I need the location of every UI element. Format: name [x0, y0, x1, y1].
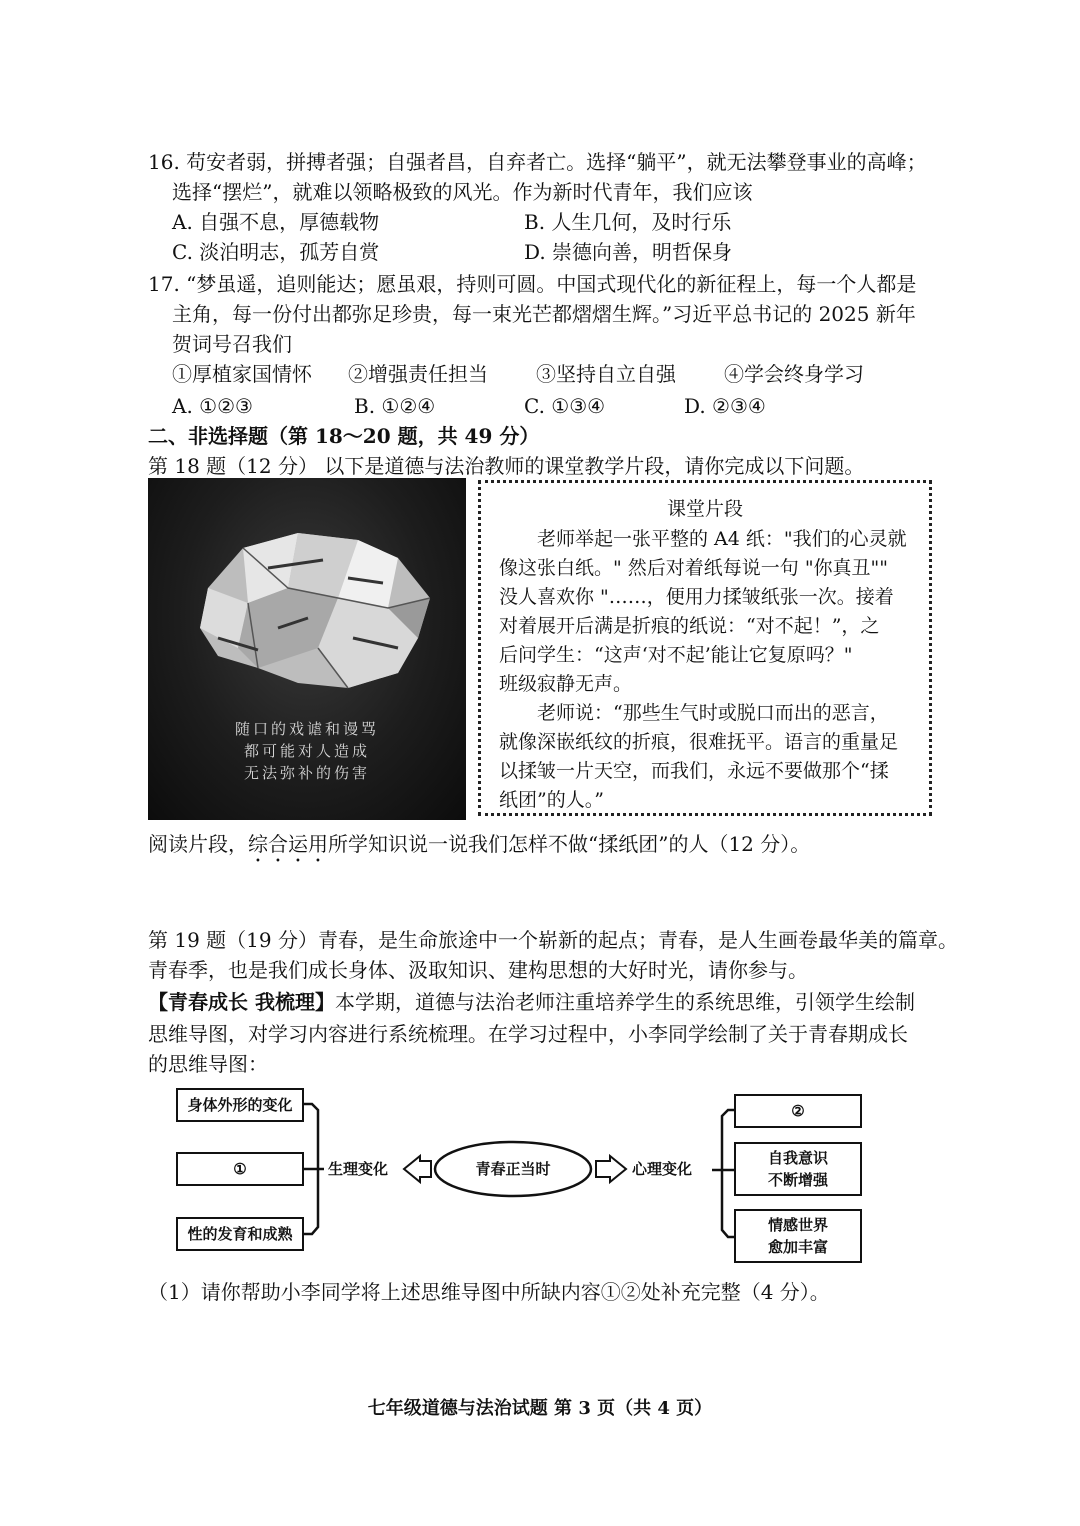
mindmap-right-box-2-line2: 不断增强: [767, 1171, 828, 1189]
mindmap-left-label: 生理变化: [328, 1160, 389, 1178]
excerpt-line: 老师说：“那些生气时或脱口而出的恶言，: [537, 702, 889, 724]
q19-subquestion-1: （1）请你帮助小李同学将上述思维导图中所缺内容①②处补充完整（4 分）。: [148, 1280, 830, 1304]
q19-tag: 【青春成长 我梳理】: [148, 990, 335, 1014]
q18-question-emphasis: 综合运用: [248, 832, 328, 856]
mindmap-right-box-3: [734, 1209, 862, 1263]
excerpt-line: 后问学生：“这声‘对不起’能让它复原吗？": [499, 644, 853, 666]
q19-line1: 第 19 题（19 分）青春，是生命旅途中一个崭新的起点；青春，是人生画卷最华美的篇章。: [148, 928, 958, 952]
q19-line5: 的思维导图：: [148, 1052, 268, 1076]
mindmap-right-box-2: [734, 1142, 862, 1196]
excerpt-line: 就像深嵌纸纹的折痕，很难抚平。语言的重量足: [499, 731, 899, 753]
mindmap-right-box-3-line2: 愈加丰富: [767, 1238, 828, 1256]
q16-line2: 选择“摆烂”，就难以领略极致的风光。作为新时代青年，我们应该: [172, 180, 753, 204]
q16-option-d: D. 崇德向善，明哲保身: [524, 240, 733, 264]
q18-question-pre: 阅读片段，: [148, 832, 248, 856]
q17-item3: ③坚持自立自强: [536, 362, 676, 386]
mindmap-left-box-1: 身体外形的变化: [176, 1088, 304, 1122]
excerpt-line: 对着展开后满是折痕的纸说：“对不起！”，之: [499, 615, 880, 637]
excerpt-title: 课堂片段: [666, 498, 743, 520]
q16-option-c: C. 淡泊明志，孤芳自赏: [172, 240, 380, 264]
mindmap-right-box-3-line1: 情感世界: [767, 1216, 828, 1234]
mindmap-right-box-2-line1: 自我意识: [767, 1149, 828, 1167]
q17-line3: 贺词号召我们: [172, 332, 292, 356]
q16-option-a: A. 自强不息，厚德载物: [172, 210, 380, 234]
excerpt-line: 没人喜欢你 "……，便用力揉皱纸张一次。接着: [499, 586, 894, 608]
excerpt-line: 以揉皱一片天空，而我们，永远不要做那个“揉: [499, 760, 889, 782]
photo-caption-line3: 无法弥补的伤害: [243, 764, 370, 782]
mindmap-right-label: 心理变化: [632, 1160, 693, 1178]
mindmap-left-box-2: ①: [176, 1152, 304, 1186]
q17-option-c: C. ①③④: [524, 394, 606, 418]
mindmap-center: 青春正当时: [475, 1160, 551, 1178]
mindmap-left-box-3: 性的发育和成熟: [176, 1217, 304, 1251]
q17-item4: ④学会终身学习: [724, 362, 864, 386]
q17-line1: 17. “梦虽遥，追则能达；愿虽艰，持则可圆。中国式现代化的新征程上，每一个人都是: [148, 272, 917, 296]
q19-line2: 青春季，也是我们成长身体、汲取知识、建构思想的大好时光，请你参与。: [148, 958, 808, 982]
excerpt-line: 班级寂静无声。: [499, 673, 633, 695]
q16-line1: 16. 苟安者弱，拼搏者强；自强者昌，自弃者亡。选择“躺平”，就无法攀登事业的高峰；: [148, 150, 927, 174]
photo-caption-line1: 随口的戏谑和谩骂: [234, 720, 379, 738]
page-footer: 七年级道德与法治试题 第 3 页（共 4 页）: [367, 1398, 713, 1419]
q17-option-a: A. ①②③: [172, 394, 253, 418]
q17-item2: ②增强责任担当: [348, 362, 488, 386]
mindmap-right-box-1: ②: [734, 1094, 862, 1128]
excerpt-line: 像这张白纸。" 然后对着纸每说一句 "你真丑"": [499, 557, 889, 579]
q18-question-post: 所学知识说一说我们怎样不做“揉纸团”的人（12 分）。: [328, 832, 811, 856]
section-heading: 二、非选择题（第 18～20 题，共 49 分）: [148, 424, 540, 448]
q17-item1: ①厚植家国情怀: [172, 362, 312, 386]
q16-option-b: B. 人生几何，及时行乐: [524, 210, 732, 234]
q18-header: 第 18 题（12 分） 以下是道德与法治教师的课堂教学片段，请你完成以下问题。: [148, 454, 865, 478]
excerpt-line: 纸团”的人。”: [499, 789, 604, 811]
photo-caption-line2: 都可能对人造成: [243, 742, 370, 760]
q19-line4: 思维导图，对学习内容进行系统梳理。在学习过程中，小李同学绘制了关于青春期成长: [148, 1022, 908, 1046]
excerpt-line: 老师举起一张平整的 A4 纸："我们的心灵就: [537, 528, 907, 550]
q19-line3-text: 本学期，道德与法治老师注重培养学生的系统思维，引领学生绘制: [334, 990, 915, 1014]
q17-option-d: D. ②③④: [684, 394, 766, 418]
q17-option-b: B. ①②④: [354, 394, 436, 418]
q17-line2: 主角，每一份付出都弥足珍贵，每一束光芒都熠熠生辉。”习近平总书记的 2025 新年: [172, 302, 916, 326]
